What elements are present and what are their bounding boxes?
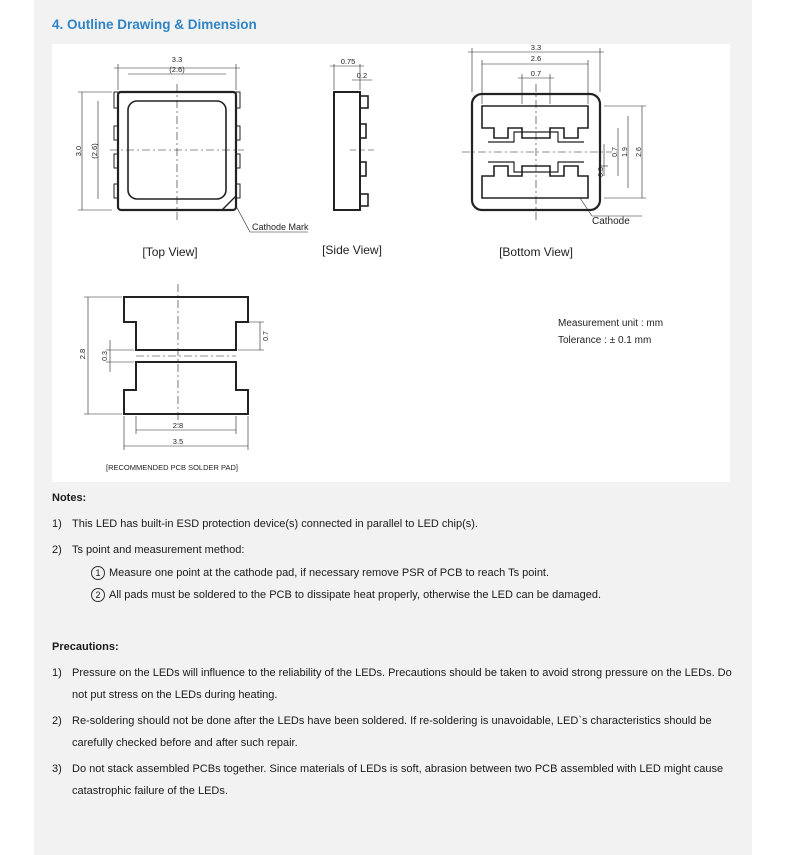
note-subitem <box>91 566 549 580</box>
bottom-view-label: [Bottom View] <box>499 245 573 259</box>
circled-number: 2 <box>91 588 105 602</box>
precaution-text <box>72 710 732 754</box>
top-view-package <box>78 64 308 232</box>
pcb-pad-label: [RECOMMENDED PCB SOLDER PAD] <box>106 463 238 472</box>
pad-width-dim: 3.5 <box>172 437 184 446</box>
unit-text: Measurement unit : mm <box>558 318 664 329</box>
precaution-line: Pressure on the LEDs will influence to the reliability of the LEDs. Precautions should be taken to avoid strong pressure on the LEDs. Do <box>72 667 732 679</box>
top-width-dim: 3.3 <box>171 55 183 64</box>
bottom-dim-f: 1.9 <box>622 147 629 157</box>
cathode-label: Cathode <box>592 216 630 227</box>
note-text: This LED has built-in ESD protection device(s) connected in parallel to LED chip(s). <box>72 518 478 530</box>
top-height-dim: 3.0 <box>74 145 83 157</box>
bottom-dim-d: 0.3 <box>598 167 605 177</box>
tolerance-text: Tolerance : ± 0.1 mm <box>558 335 652 346</box>
notes-header: Notes: <box>52 492 87 504</box>
precautions-header: Precautions: <box>52 641 119 653</box>
section-title: 4. Outline Drawing & Dimension <box>52 17 257 32</box>
precaution-line: carefully checked before and after such repair. <box>72 737 298 749</box>
bottom-dim-a: 3.3 <box>530 44 542 52</box>
precaution-text <box>72 758 732 802</box>
top-inner-height-dim: (2.6) <box>90 143 99 159</box>
bottom-view-package <box>462 48 646 220</box>
note-number: 1) <box>52 518 62 530</box>
outline-drawing <box>52 44 730 482</box>
side-dim-a: 0.75 <box>340 57 356 66</box>
bottom-dim-c: 0.7 <box>530 69 542 78</box>
drawing-svg <box>52 44 730 482</box>
cathode-mark-label: Cathode Mark <box>252 222 309 232</box>
pad-gap-dim: 0.3 <box>102 351 109 361</box>
precaution-number: 3) <box>52 763 62 775</box>
subitem-text: All pads must be soldered to the PCB to dissipate heat properly, otherwise the LED can be damaged. <box>109 588 602 601</box>
subitem-text: Measure one point at the cathode pad, if necessary remove PSR of PCB to reach Ts point. <box>109 566 550 579</box>
precaution-line: Do not stack assembled PCBs together. Since materials of LEDs is soft, abrasion between two PCB assembled with LED might cause <box>72 763 724 775</box>
precaution-line: catastrophic failure of the LEDs. <box>72 785 228 797</box>
bottom-dim-b: 2.6 <box>530 54 542 63</box>
bottom-dim-e: 0.7 <box>612 147 619 157</box>
precaution-number: 2) <box>52 715 62 727</box>
top-inner-width-dim: (2.6) <box>169 65 185 74</box>
note-text: Ts point and measurement method: <box>72 544 245 556</box>
top-view-label: [Top View] <box>142 245 198 259</box>
side-dim-b: 0.2 <box>356 71 368 80</box>
note-subitem <box>91 588 601 602</box>
circled-number: 1 <box>91 566 105 580</box>
side-view-package <box>330 64 374 210</box>
note-number: 2) <box>52 544 62 556</box>
precaution-line: not put stress on the LEDs during heating. <box>72 689 278 701</box>
pad-h-dim: 0.7 <box>263 331 270 341</box>
side-view-label: [Side View] <box>322 243 382 257</box>
pad-inner-width-dim: 2.8 <box>172 421 184 430</box>
precaution-number: 1) <box>52 667 62 679</box>
precaution-line: Re-soldering should not be done after the LEDs have been soldered. If re-soldering is unavoidable, LED`s characteristics should be <box>72 715 712 727</box>
bottom-dim-g: 2.6 <box>636 147 643 157</box>
pad-height-dim: 2.8 <box>78 348 87 360</box>
precaution-text <box>72 662 732 706</box>
